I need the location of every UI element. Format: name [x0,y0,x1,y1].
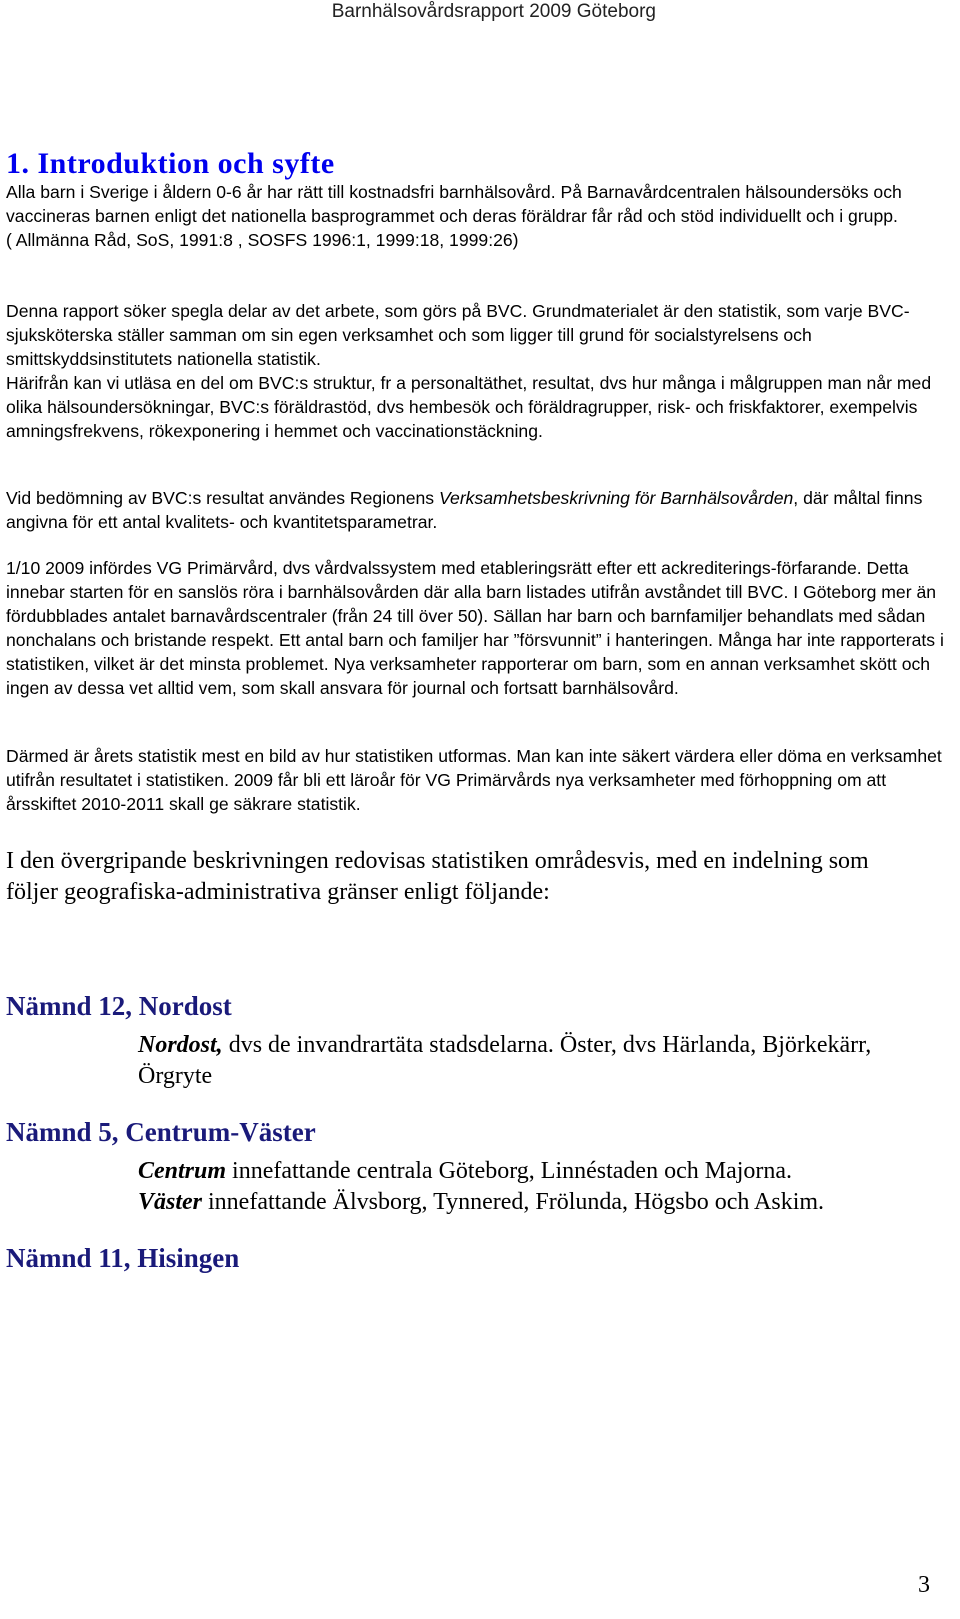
structure-paragraph: Härifrån kan vi utläsa en del om BVC:s struktur, fr a personaltäthet, resultat, dvs hur många i målgruppen man når med olika hälsoundersökningar, BVC:s föräldrastöd, dvs hembesök och föräldragrupper, risk- och friskfaktorer, exempelvis amningsfrekvens, rökexponering i hemmet och vaccinationstäckning. [6,373,932,441]
area-text: dvs de invandrartäta stadsdelarna. Öster, dvs Härlanda, Björkekärr, Örgryte [138,1032,872,1089]
report-paragraph: Denna rapport söker spegla delar av det arbete, som görs på BVC. Grundmaterialet är den statistik, som varje BVC-sjuksköterska ställer samman om sin egen verksamhet och som ligger till grund för socialstyrelsens och smittskyddsinstitutets nationella statistik. [6,301,910,369]
area-heading-hisingen: Nämnd 11, Hisingen [6,1243,240,1273]
assessment-paragraph [6,486,952,534]
primary-care-paragraph: 1/10 2009 infördes VG Primärvård, dvs vårdvalssystem med etableringsrätt efter ett ackrediterings-förfarande. Detta innebar starten för en sanslös röra i barnhälsovården där alla barn listades utifrån avståndet till BVC. I Göteborg mer än fördubblades antalet barnavårdscentraler (från 24 till över 50). Sällan har barn och barnfamiljer behandlats med sådan nonchalans och bristande respekt. Ett antal barn och familjer har ”försvunnit” i hanteringen. Många har inte rapporterats i statistiken, vilket är det minsta problemet. Nya verksamheter rapporterar om barn, som en annan verksamhet skött och ingen av dessa vet alltid vem, som skall ansvara för journal och fortsatt barnhälsovård. [6,558,944,698]
assessment-text-start: Vid bedömning av BVC:s resultat användes Regionens [6,488,439,508]
area-desc-centrum [138,1156,938,1187]
assessment-text-end: , där måltal finns angivna för ett antal kvalitets- och kvantitetsparametrar. [6,488,923,532]
report-block [6,299,952,443]
area-label: Nordost, [138,1032,223,1058]
area-label: Centrum [138,1158,227,1184]
area-desc-nordost [138,1030,938,1092]
statistics-paragraph: Därmed är årets statistik mest en bild av hur statistiken utformas. Man kan inte säkert värdera eller döma en verksamhet utifrån resultatet i statistiken. 2009 får bli ett läroår för VG Primärvårds nya verksamheter med förhoppning om att årsskiftet 2010-2011 skall ge säkrare statistik. [6,746,942,814]
area-text: innefattande centrala Göteborg, Linnéstaden och Majorna. [226,1158,793,1184]
area-label: Väster [138,1189,203,1215]
intro-reference: ( Allmänna Råd, SoS, 1991:8 , SOSFS 1996:1, 1999:18, 1999:26) [6,230,519,250]
area-heading-centrum-vaster: Nämnd 5, Centrum-Väster [6,1117,316,1147]
intro-paragraph: Alla barn i Sverige i åldern 0-6 år har rätt till kostnadsfri barnhälsovård. På Barnavårdcentralen hälsoundersöks och vaccineras barnen enligt det nationella basprogrammet och deras föräldrar får råd och stöd individuellt och i grupp. [6,182,902,226]
page-number: 3 [918,1572,930,1598]
area-desc-vaster [138,1187,938,1218]
area-heading-nordost: Nämnd 12, Nordost [6,991,232,1021]
overview-paragraph: I den övergripande beskrivningen redovisas statistiken områdesvis, med en indelning som följer geografiska-administrativa gränser enligt följande: [6,848,869,905]
intro-block [6,180,952,252]
area-text: innefattande Älvsborg, Tynnered, Frölunda, Högsbo och Askim. [202,1189,825,1215]
assessment-document-title: Verksamhetsbeskrivning för Barnhälsovården [438,488,794,508]
section-title: 1. Introduktion och syfte [6,147,335,180]
running-header: Barnhälsovårdsrapport 2009 Göteborg [331,1,656,22]
